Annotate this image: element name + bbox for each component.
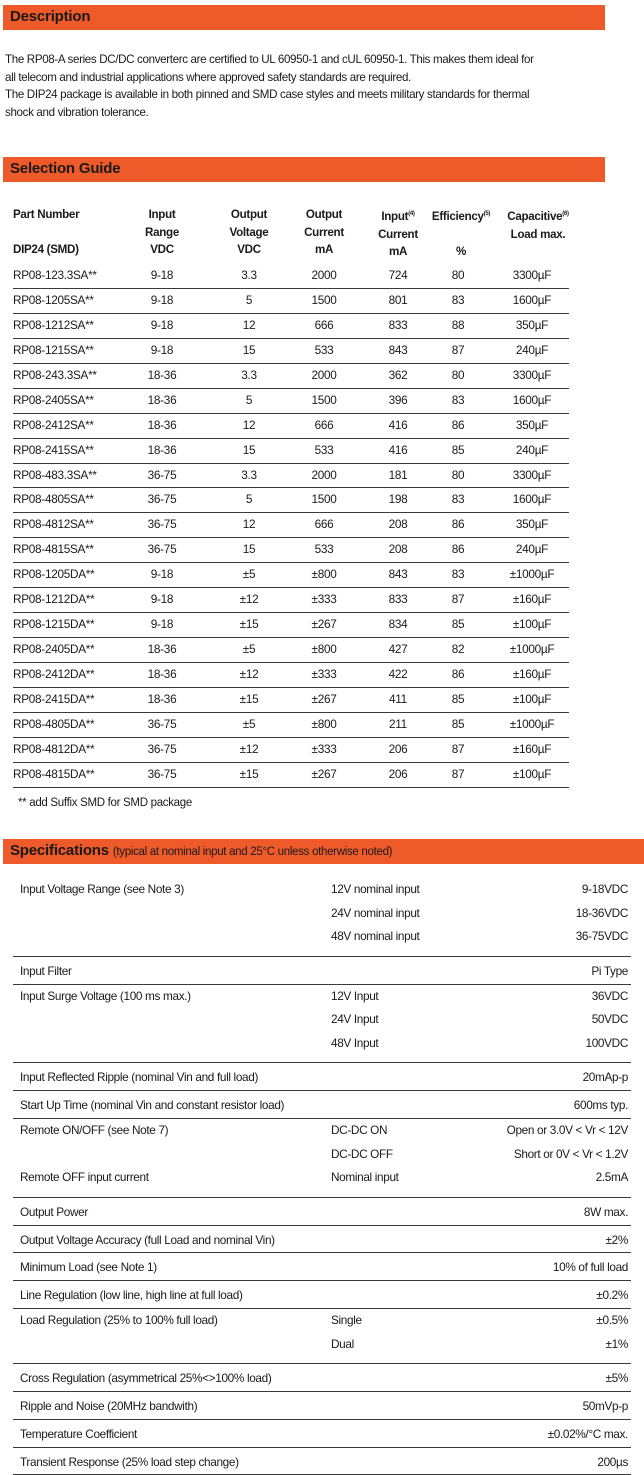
part-number-cell: RP08-483.3SA** xyxy=(13,467,97,482)
selection-table-header xyxy=(13,206,573,256)
capacitive-load-cell: ±100µF xyxy=(512,617,552,632)
input-current-cell: 208 xyxy=(388,517,408,532)
spec-value: 10% of full load xyxy=(552,1260,628,1275)
output-current-cell: 666 xyxy=(314,417,334,432)
output-voltage-cell: ±12 xyxy=(239,741,259,756)
efficiency-cell: 85 xyxy=(451,691,465,706)
output-voltage-cell: 15 xyxy=(242,542,256,557)
table-row xyxy=(13,663,569,688)
spec-label: Load Regulation (25% to 100% full load) xyxy=(20,1312,218,1327)
description-heading: Description xyxy=(10,8,91,25)
spec-value: 600ms typ. xyxy=(573,1098,628,1113)
table-row xyxy=(13,289,569,314)
capacitive-load-cell: 1600µF xyxy=(512,492,552,507)
output-current-cell: ±333 xyxy=(311,741,337,756)
spec-row xyxy=(13,1309,631,1364)
spec-row xyxy=(13,878,631,957)
table-row xyxy=(13,613,569,638)
output-current-cell: ±267 xyxy=(311,691,337,706)
spec-value: 36-75VDC xyxy=(575,929,628,944)
output-current-cell: 1500 xyxy=(311,492,337,507)
spec-row xyxy=(13,1063,631,1091)
input-range-cell: 36-75 xyxy=(147,492,177,507)
part-number-cell: RP08-123.3SA** xyxy=(13,268,97,282)
table-row xyxy=(13,389,569,414)
smd-footnote: ** add Suffix SMD for SMD package xyxy=(18,797,192,809)
spec-value: ±5% xyxy=(605,1371,628,1386)
input-range-cell: 18-36 xyxy=(147,667,177,681)
output-current-cell: 666 xyxy=(314,317,334,332)
input-range-cell: 9-18 xyxy=(150,268,174,282)
output-voltage-cell: 15 xyxy=(242,342,256,357)
spec-row xyxy=(13,1281,631,1309)
output-current-cell: 533 xyxy=(314,442,334,457)
efficiency-cell: 87 xyxy=(451,741,465,756)
efficiency-cell: 80 xyxy=(451,268,465,282)
output-current-cell: 666 xyxy=(314,517,334,532)
input-current-cell: 843 xyxy=(388,342,408,357)
spec-label: Output Power xyxy=(20,1204,88,1219)
header-output-voltage: Output Voltage VDC xyxy=(229,208,269,256)
part-number-cell: RP08-2412SA** xyxy=(13,417,94,432)
efficiency-cell: 83 xyxy=(451,392,465,407)
description-paragraph-1 xyxy=(5,51,615,86)
input-current-cell: 411 xyxy=(389,691,407,706)
input-current-cell: 362 xyxy=(388,367,408,382)
input-range-cell: 36-75 xyxy=(147,741,177,756)
input-current-cell: 416 xyxy=(388,442,408,457)
spec-label: Input Reflected Ripple (nominal Vin and full load) xyxy=(20,1070,259,1085)
spec-value: ±0.02%/°C max. xyxy=(547,1426,628,1441)
capacitive-load-cell: 350µF xyxy=(515,417,549,432)
spec-row xyxy=(13,985,631,1064)
output-voltage-cell: ±5 xyxy=(242,642,256,657)
input-current-cell: 416 xyxy=(388,417,408,432)
description-line: The DIP24 package is available in both pinned and SMD case styles and meets military standards for thermal xyxy=(5,88,530,101)
table-row xyxy=(13,314,569,339)
output-current-cell: ±267 xyxy=(311,617,337,632)
header-output-current: Output Current mA xyxy=(304,208,344,256)
output-current-cell: ±800 xyxy=(311,642,337,657)
part-number-cell: RP08-243.3SA** xyxy=(13,367,97,382)
part-number-cell: RP08-1215SA** xyxy=(13,342,94,357)
header-efficiency: Efficiency$^{(5)}$ % xyxy=(431,210,491,258)
spec-label: Remote ON/OFF (see Note 7) xyxy=(20,1122,169,1137)
description-line: all telecom and industrial applications where approved safety standards are required. xyxy=(5,70,411,84)
capacitive-load-cell: 240µF xyxy=(515,442,549,457)
capacitive-load-cell: 3300µF xyxy=(512,467,552,482)
table-row xyxy=(13,339,569,364)
input-current-cell: 427 xyxy=(388,642,408,657)
input-current-cell: 206 xyxy=(388,741,408,756)
input-current-cell: 833 xyxy=(388,317,408,332)
spec-label: Line Regulation (low line, high line at full load) xyxy=(20,1288,243,1303)
spec-row xyxy=(13,1253,631,1281)
spec-label: Output Voltage Accuracy (full Load and nominal Vin) xyxy=(20,1232,275,1247)
output-current-cell: 533 xyxy=(314,342,334,357)
spec-condition: 12V Input xyxy=(331,988,379,1003)
spec-label: Start Up Time (nominal Vin and constant resistor load) xyxy=(20,1098,285,1113)
table-row xyxy=(13,563,569,588)
output-current-cell: 2000 xyxy=(311,367,337,382)
input-current-cell: 801 xyxy=(388,292,408,307)
part-number-cell: RP08-2405DA** xyxy=(13,642,95,657)
efficiency-cell: 86 xyxy=(451,417,465,432)
output-current-cell: 1500 xyxy=(311,392,337,407)
spec-value: 8W max. xyxy=(583,1204,628,1219)
capacitive-load-cell: ±100µF xyxy=(512,691,552,706)
efficiency-cell: 80 xyxy=(451,367,465,382)
input-range-cell: 18-36 xyxy=(147,367,177,382)
input-range-cell: 9-18 xyxy=(150,292,174,307)
capacitive-load-cell: 3300µF xyxy=(512,268,552,282)
efficiency-cell: 86 xyxy=(451,667,465,681)
input-range-cell: 9-18 xyxy=(150,317,174,332)
spec-value: ±1% xyxy=(605,1336,628,1351)
spec-row xyxy=(13,1226,631,1254)
output-current-cell: 533 xyxy=(314,542,334,557)
efficiency-cell: 88 xyxy=(451,317,465,332)
spec-value: ±2% xyxy=(605,1232,628,1247)
output-voltage-cell: 12 xyxy=(242,417,256,432)
output-voltage-cell: ±15 xyxy=(239,766,259,781)
capacitive-load-cell: 1600µF xyxy=(512,392,552,407)
output-voltage-cell: 3.3 xyxy=(241,268,257,282)
input-current-cell: 833 xyxy=(388,592,408,607)
spec-label: Input Voltage Range (see Note 3) xyxy=(20,882,184,896)
output-voltage-cell: 3.3 xyxy=(241,467,257,482)
table-row xyxy=(13,538,569,563)
spec-label: Cross Regulation (asymmetrical 25%<>100% load) xyxy=(20,1371,272,1386)
efficiency-cell: 80 xyxy=(451,467,465,482)
capacitive-load-cell: ±1000µF xyxy=(509,567,555,582)
input-current-cell: 181 xyxy=(388,467,408,482)
efficiency-cell: 87 xyxy=(451,592,465,607)
selection-guide-header xyxy=(3,157,605,182)
efficiency-cell: 87 xyxy=(451,766,465,781)
spec-value: 36VDC xyxy=(591,988,628,1003)
efficiency-cell: 85 xyxy=(451,617,465,632)
efficiency-cell: 87 xyxy=(451,342,465,357)
spec-condition: DC-DC OFF xyxy=(331,1146,393,1161)
capacitive-load-cell: ±1000µF xyxy=(509,642,555,657)
table-row xyxy=(13,588,569,613)
part-number-cell: RP08-2405SA** xyxy=(13,392,94,407)
table-row xyxy=(13,713,569,738)
output-current-cell: ±267 xyxy=(311,766,337,781)
spec-value: Open or 3.0V < Vr < 12V xyxy=(506,1122,628,1137)
specifications-title xyxy=(10,842,392,859)
input-current-cell: 208 xyxy=(388,542,408,557)
input-range-cell: 9-18 xyxy=(150,617,174,632)
capacitive-load-cell: ±160µF xyxy=(512,667,552,681)
spec-label: Input Surge Voltage (100 ms max.) xyxy=(20,988,191,1003)
output-voltage-cell: 5 xyxy=(245,392,253,407)
part-number-cell: RP08-4815SA** xyxy=(13,542,94,557)
part-number-cell: RP08-1205DA** xyxy=(13,567,95,582)
spec-value: 20mAp-p xyxy=(582,1070,628,1085)
spec-value: Short or 0V < Vr < 1.2V xyxy=(513,1146,628,1161)
efficiency-cell: 83 xyxy=(451,292,465,307)
spec-label: Transient Response (25% load step change) xyxy=(20,1454,239,1469)
table-row xyxy=(13,439,569,464)
table-row xyxy=(13,364,569,389)
spec-row xyxy=(13,1198,631,1226)
input-range-cell: 36-75 xyxy=(147,467,177,482)
input-range-cell: 36-75 xyxy=(147,542,177,557)
spec-value: 50mVp-p xyxy=(582,1398,628,1413)
spec-value: ±0.5% xyxy=(596,1312,628,1327)
input-range-cell: 9-18 xyxy=(150,567,174,582)
spec-label-secondary: Remote OFF input current xyxy=(20,1170,149,1185)
input-current-cell: 843 xyxy=(388,567,408,582)
output-voltage-cell: ±12 xyxy=(239,667,259,681)
capacitive-load-cell: ±100µF xyxy=(512,766,552,781)
spec-value: ±0.2% xyxy=(596,1288,628,1303)
part-number-cell: RP08-2412DA** xyxy=(13,667,95,681)
spec-label: Temperature Coefficient xyxy=(20,1426,137,1441)
spec-value: 200µs xyxy=(597,1454,628,1469)
efficiency-cell: 85 xyxy=(451,442,465,457)
output-current-cell: ±333 xyxy=(311,592,337,607)
selection-guide-heading: Selection Guide xyxy=(10,160,121,177)
output-voltage-cell: ±5 xyxy=(242,716,256,731)
output-voltage-cell: 3.3 xyxy=(241,367,257,382)
table-row xyxy=(13,738,569,763)
part-number-cell: RP08-1212SA** xyxy=(13,317,94,332)
input-range-cell: 18-36 xyxy=(147,691,177,706)
part-number-cell: RP08-4805DA** xyxy=(13,716,95,731)
table-row xyxy=(13,513,569,538)
output-voltage-cell: 5 xyxy=(245,292,253,307)
part-number-cell: RP08-4812SA** xyxy=(13,517,94,532)
spec-condition: Nominal input xyxy=(331,1170,399,1185)
output-voltage-cell: 5 xyxy=(245,492,253,507)
output-voltage-cell: 12 xyxy=(242,317,256,332)
input-range-cell: 36-75 xyxy=(147,517,177,532)
output-current-cell: 2000 xyxy=(311,268,337,282)
specifications-heading: Specifications xyxy=(10,842,109,859)
description-text xyxy=(5,51,615,121)
output-voltage-cell: 12 xyxy=(242,517,256,532)
output-voltage-cell: ±5 xyxy=(242,567,256,582)
spec-value: 9-18VDC xyxy=(581,882,628,896)
input-range-cell: 36-75 xyxy=(147,716,177,731)
table-row xyxy=(13,638,569,663)
spec-condition: 12V nominal input xyxy=(331,882,420,896)
spec-label: Ripple and Noise (20MHz bandwith) xyxy=(20,1398,198,1413)
capacitive-load-cell: 350µF xyxy=(515,317,549,332)
description-paragraph-2 xyxy=(5,86,615,121)
table-row xyxy=(13,763,569,788)
capacitive-load-cell: ±160µF xyxy=(512,592,552,607)
input-range-cell: 18-36 xyxy=(147,417,177,432)
part-number-cell: RP08-2415SA** xyxy=(13,442,94,457)
input-current-cell: 211 xyxy=(389,716,407,731)
input-current-cell: 396 xyxy=(388,392,408,407)
output-current-cell: 1500 xyxy=(311,292,337,307)
input-range-cell: 9-18 xyxy=(150,342,174,357)
part-number-cell: RP08-1215DA** xyxy=(13,617,95,632)
capacitive-load-cell: 240µF xyxy=(515,542,549,557)
header-part-number: Part Number DIP24 (SMD) xyxy=(13,208,80,256)
capacitive-load-cell: ±1000µF xyxy=(509,716,555,731)
spec-label: Minimum Load (see Note 1) xyxy=(20,1260,157,1275)
input-range-cell: 9-18 xyxy=(150,592,174,607)
input-current-cell: 834 xyxy=(388,617,408,632)
header-input-current: Input$^{(4)}$ Current mA xyxy=(378,210,418,258)
input-current-cell: 198 xyxy=(388,492,408,507)
spec-value: Pi Type xyxy=(591,963,628,978)
spec-condition: 48V nominal input xyxy=(331,929,420,944)
input-current-cell: 724 xyxy=(388,268,408,282)
spec-condition: 24V nominal input xyxy=(331,905,420,920)
efficiency-cell: 86 xyxy=(451,517,465,532)
input-range-cell: 18-36 xyxy=(147,392,177,407)
part-number-cell: RP08-1212DA** xyxy=(13,592,95,607)
part-number-cell: RP08-4805SA** xyxy=(13,492,94,507)
output-voltage-cell: ±12 xyxy=(239,592,259,607)
input-range-cell: 18-36 xyxy=(147,642,177,657)
spec-value: 18-36VDC xyxy=(575,905,628,920)
table-row xyxy=(13,488,569,513)
table-row xyxy=(13,464,569,489)
spec-label: Input Filter xyxy=(20,963,72,978)
output-current-cell: ±800 xyxy=(311,716,337,731)
output-current-cell: ±800 xyxy=(311,567,337,582)
capacitive-load-cell: 1600µF xyxy=(512,292,552,307)
spec-row xyxy=(13,1448,631,1475)
capacitive-load-cell: 350µF xyxy=(515,517,549,532)
spec-row xyxy=(13,1364,631,1392)
spec-row xyxy=(13,1091,631,1119)
spec-row xyxy=(13,1119,631,1198)
spec-condition: DC-DC ON xyxy=(331,1122,388,1137)
header-capacitive-load: Capacitive$^{(6)}$ Load max. xyxy=(507,210,569,241)
efficiency-cell: 83 xyxy=(451,567,465,582)
description-line: shock and vibration tolerance. xyxy=(5,105,149,119)
table-row xyxy=(13,414,569,439)
spec-value: 2.5mA xyxy=(595,1170,628,1185)
output-voltage-cell: ±15 xyxy=(239,617,259,632)
table-row xyxy=(13,688,569,713)
specifications-header xyxy=(3,839,644,864)
input-current-cell: 422 xyxy=(388,667,408,681)
input-current-cell: 206 xyxy=(388,766,408,781)
description-header xyxy=(3,5,605,30)
spec-condition: 48V Input xyxy=(331,1035,379,1050)
specifications-table xyxy=(13,878,631,1475)
part-number-cell: RP08-4815DA** xyxy=(13,766,95,781)
spec-value: 50VDC xyxy=(591,1012,628,1027)
spec-condition: Dual xyxy=(331,1336,354,1351)
efficiency-cell: 85 xyxy=(451,716,465,731)
header-input-range: Input Range VDC xyxy=(145,208,179,256)
part-number-cell: RP08-2415DA** xyxy=(13,691,95,706)
capacitive-load-cell: ±160µF xyxy=(512,741,552,756)
part-number-cell: RP08-1205SA** xyxy=(13,292,94,307)
spec-condition: 24V Input xyxy=(331,1012,379,1027)
efficiency-cell: 86 xyxy=(451,542,465,557)
input-range-cell: 18-36 xyxy=(147,442,177,457)
capacitive-load-cell: 240µF xyxy=(515,342,549,357)
efficiency-cell: 82 xyxy=(451,642,465,657)
table-row xyxy=(13,264,569,289)
efficiency-cell: 83 xyxy=(451,492,465,507)
spec-condition: Single xyxy=(331,1312,362,1327)
spec-row xyxy=(13,1420,631,1448)
part-number-cell: RP08-4812DA** xyxy=(13,741,95,756)
description-line: The RP08-A series DC/DC converterc are certified to UL 60950-1 and cUL 60950-1. This makes them ideal for xyxy=(5,53,534,66)
spec-row xyxy=(13,957,631,985)
spec-value: 100VDC xyxy=(585,1035,628,1050)
output-current-cell: ±333 xyxy=(311,667,337,681)
output-voltage-cell: ±15 xyxy=(239,691,259,706)
capacitive-load-cell: 3300µF xyxy=(512,367,552,382)
output-voltage-cell: 15 xyxy=(242,442,256,457)
spec-row xyxy=(13,1392,631,1420)
specifications-subheading: (typical at nominal input and 25°C unless otherwise noted) xyxy=(112,846,393,858)
selection-table-body xyxy=(13,264,569,788)
output-current-cell: 2000 xyxy=(311,467,337,482)
input-range-cell: 36-75 xyxy=(147,766,177,781)
